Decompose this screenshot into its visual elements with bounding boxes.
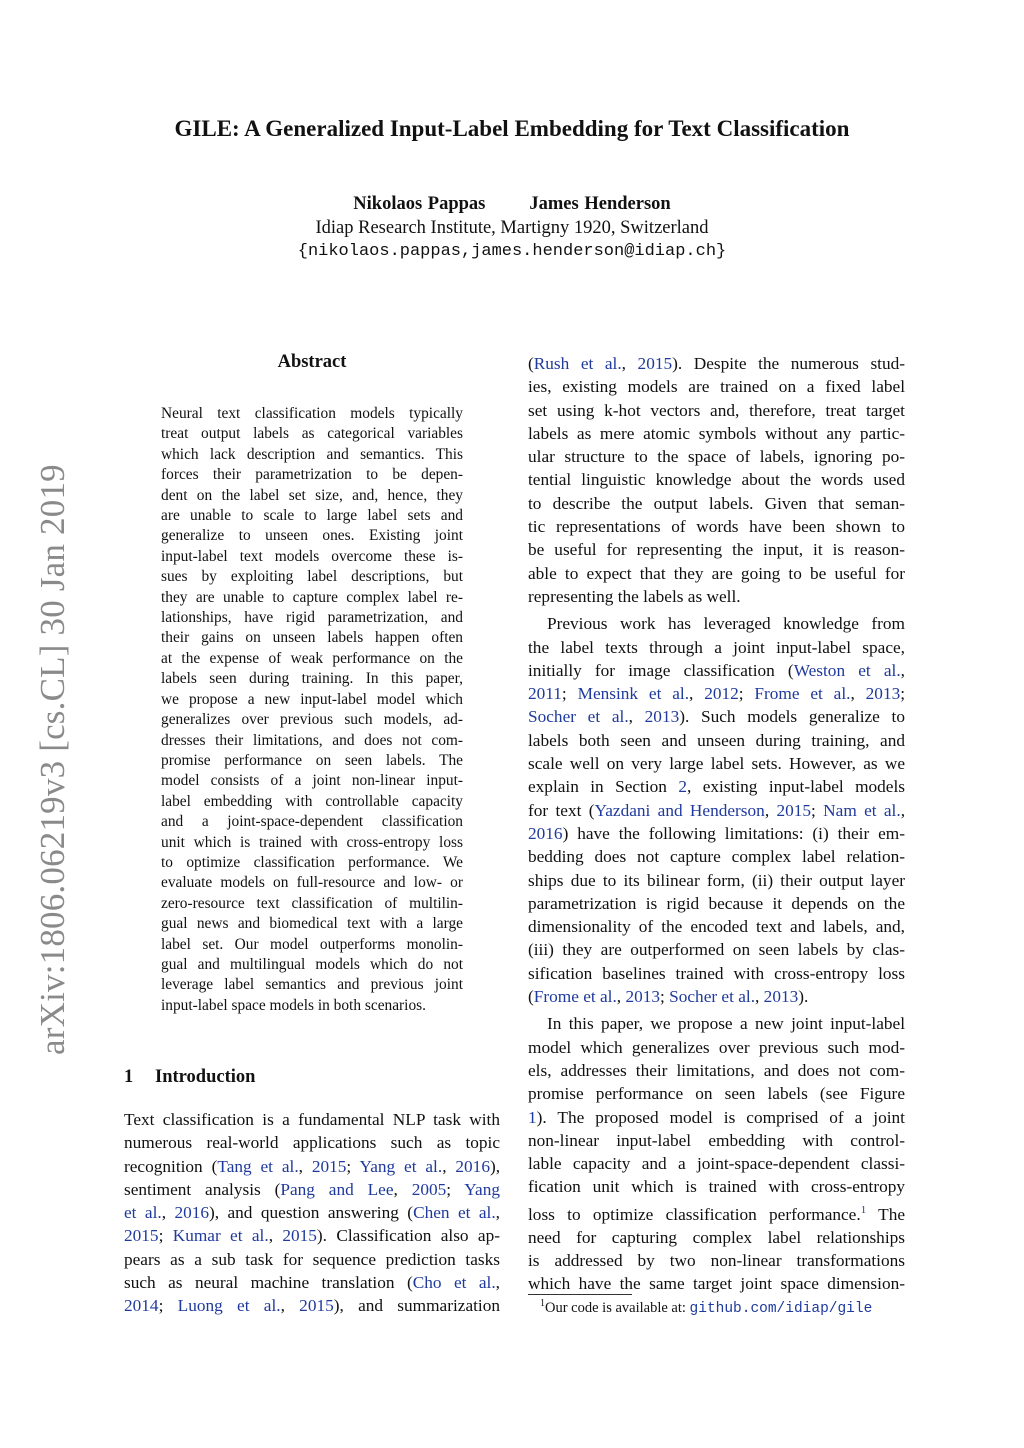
text-run: the label texts through a joint input-label space, xyxy=(528,637,905,657)
text-line xyxy=(528,1012,905,1035)
abstract-line: input-label text models overcome these is- xyxy=(161,547,463,565)
citation-link[interactable]: 2015 xyxy=(776,800,812,820)
footnote-ref[interactable]: 1 xyxy=(860,1203,867,1216)
text-line xyxy=(528,636,905,659)
text-line xyxy=(124,1108,500,1131)
text-run: ; xyxy=(660,987,670,1007)
paragraph xyxy=(528,352,905,608)
text-line xyxy=(528,869,905,892)
abstract-line: promise performance on seen labels. The xyxy=(161,751,463,769)
text-run: promise performance on seen labels (see Figure xyxy=(528,1084,905,1104)
text-line xyxy=(528,1272,905,1295)
abstract-line: we propose a new input-label model which xyxy=(161,690,463,708)
abstract-line: they are unable to capture complex label re- xyxy=(161,588,463,606)
text-run: (iii) they are outperformed on seen labels by clas- xyxy=(528,940,905,960)
citation-link[interactable]: 2016 xyxy=(174,1203,209,1223)
abstract-line: labels seen during training. In this paper, xyxy=(161,670,463,688)
text-run: , xyxy=(268,1226,283,1246)
text-run: be useful for representing the input, it is reason- xyxy=(528,540,905,560)
right-column xyxy=(528,352,905,1296)
text-run: ). xyxy=(798,987,809,1007)
text-run: , xyxy=(689,684,705,704)
citation-link[interactable]: 2015 xyxy=(299,1296,334,1316)
footnote-text: Our code is available at: xyxy=(545,1299,690,1316)
text-line xyxy=(528,985,905,1008)
citation-link[interactable]: 2013 xyxy=(865,684,901,704)
text-run: ( xyxy=(528,987,534,1007)
abstract-line: evaluate models on full-resource and low- or xyxy=(161,874,463,892)
abstract-line: generalizes over previous such models, ad- xyxy=(161,711,463,729)
text-run: representing the labels as well. xyxy=(528,586,741,606)
text-line xyxy=(528,612,905,635)
text-run: , xyxy=(393,1179,412,1199)
text-line xyxy=(528,682,905,705)
text-line xyxy=(528,1082,905,1105)
citation-link[interactable]: Yang xyxy=(464,1179,500,1199)
citation-link[interactable]: Mensink et al. xyxy=(577,684,690,704)
text-line xyxy=(124,1248,500,1271)
abstract-body xyxy=(161,404,463,1016)
author-name: James Henderson xyxy=(529,194,671,214)
text-run: fication unit which is trained with cross-entropy xyxy=(528,1177,905,1197)
abstract-line: gual and multilingual models which do not xyxy=(161,955,463,973)
abstract-line: dresses their limitations, and does not com- xyxy=(161,731,463,749)
citation-link[interactable]: Pang and Lee xyxy=(280,1179,394,1199)
intro-left-column xyxy=(124,1108,500,1318)
abstract-line: forces their parametrization to be depen- xyxy=(161,466,463,484)
citation-link[interactable]: Frome et al. xyxy=(533,987,617,1007)
citation-link[interactable]: 2016 xyxy=(455,1156,490,1176)
text-line xyxy=(528,705,905,728)
text-run: ; xyxy=(738,684,755,704)
text-run: ; xyxy=(811,800,824,820)
text-run: labels both seen and unseen during training, and xyxy=(528,730,905,750)
text-line xyxy=(528,445,905,468)
citation-link[interactable]: 2015 xyxy=(124,1226,159,1246)
citation-link[interactable]: 2015 xyxy=(311,1156,347,1176)
abstract-line: treat output labels as categorical variables xyxy=(161,425,463,443)
paragraph xyxy=(528,1012,905,1295)
text-run: , xyxy=(764,800,777,820)
citation-link[interactable]: 2016 xyxy=(528,823,563,843)
text-line xyxy=(124,1294,500,1317)
abstract-line: which lack description and semantics. This xyxy=(161,445,463,463)
text-run: ies, existing models are trained on a fixed label xyxy=(528,377,905,397)
text-run: Previous work has leveraged knowledge from xyxy=(547,614,905,634)
text-run: , xyxy=(900,660,905,680)
text-run: dimensionality of the encoded text and labels, and, xyxy=(528,917,905,937)
text-run: sification baselines trained with cross-entropy loss xyxy=(528,963,905,983)
author-name: Nikolaos Pappas xyxy=(353,194,486,214)
footnote-mark: 1 xyxy=(540,1298,545,1309)
text-run: ), xyxy=(489,1156,501,1176)
abstract-line: are unable to scale to large label sets and xyxy=(161,507,463,525)
text-line xyxy=(528,822,905,845)
abstract-line: zero-resource text classification of multilin- xyxy=(161,894,463,912)
citation-link[interactable]: Chen et al. xyxy=(413,1203,496,1223)
text-line xyxy=(528,1226,905,1249)
text-run: model which generalizes over previous such mod- xyxy=(528,1037,905,1057)
text-run: ular structure to the space of labels, ignoring po- xyxy=(528,447,905,467)
citation-link[interactable]: 2013 xyxy=(644,707,680,727)
citation-link[interactable]: 2011 xyxy=(528,684,562,704)
text-run: , existing input-label models xyxy=(686,777,905,797)
text-line xyxy=(528,399,905,422)
text-run: In this paper, we propose a new joint input-label xyxy=(547,1014,905,1034)
citation-link[interactable]: Luong et al. xyxy=(177,1296,281,1316)
text-run: , xyxy=(298,1156,312,1176)
author-email: {nikolaos.pappas,james.henderson@idiap.ch} xyxy=(297,242,727,261)
text-run: ). The proposed model is comprised of a joint xyxy=(536,1107,905,1127)
abstract-line: model consists of a joint non-linear input- xyxy=(161,772,463,790)
text-run: loss to optimize classification performance. xyxy=(528,1204,861,1224)
text-line xyxy=(528,845,905,868)
citation-link[interactable]: Socher et al. xyxy=(528,707,629,727)
citation-link[interactable]: 2015 xyxy=(637,354,673,373)
text-line xyxy=(528,775,905,798)
text-line xyxy=(124,1155,500,1178)
text-run: ), and question answering ( xyxy=(209,1203,414,1223)
text-line xyxy=(528,492,905,515)
text-line xyxy=(528,752,905,775)
text-line xyxy=(124,1178,500,1201)
text-run: , xyxy=(280,1296,300,1316)
citation-link[interactable]: 1 xyxy=(528,1107,537,1127)
affiliation: Idiap Research Institute, Martigny 1920, Switzerland xyxy=(315,218,709,238)
text-line xyxy=(528,1129,905,1152)
text-run: ) have the following limitations: (i) their em- xyxy=(562,823,905,843)
text-line xyxy=(528,1106,905,1129)
text-run: ). Such models generalize to xyxy=(679,707,905,727)
text-line xyxy=(124,1271,500,1294)
text-run: lable capacity and a joint-space-dependent classi- xyxy=(528,1154,905,1174)
text-line xyxy=(528,1036,905,1059)
abstract-line: to optimize classification performance. We xyxy=(161,853,463,871)
text-line xyxy=(528,352,905,375)
text-run: tential linguistic knowledge about the words used xyxy=(528,470,905,490)
text-run: for text ( xyxy=(528,800,595,820)
text-line xyxy=(528,538,905,561)
citation-link[interactable]: Yang et al. xyxy=(359,1156,443,1176)
footnote xyxy=(540,1298,872,1317)
author-list xyxy=(0,194,1024,215)
citation-link[interactable]: Cho et al. xyxy=(412,1273,496,1293)
text-run: non-linear input-label embedding with control- xyxy=(528,1130,905,1150)
text-line xyxy=(528,659,905,682)
text-run: recognition ( xyxy=(124,1156,218,1176)
abstract-line: generalize to unseen ones. Existing joint xyxy=(161,527,463,545)
citation-link[interactable]: Nam et al. xyxy=(823,800,901,820)
citation-link[interactable]: Weston et al. xyxy=(793,660,901,680)
text-line xyxy=(528,1059,905,1082)
abstract-line: gual news and biomedical text with a large xyxy=(161,915,463,933)
text-line xyxy=(528,892,905,915)
text-run: , xyxy=(161,1203,175,1223)
text-run: initially for image classification ( xyxy=(528,660,794,680)
text-run: which have the same target joint space dimension- xyxy=(528,1274,905,1294)
text-line xyxy=(528,585,905,608)
citation-link[interactable]: 2 xyxy=(678,777,687,797)
text-run: to describe the output labels. Given that seman- xyxy=(528,493,905,513)
text-line xyxy=(528,562,905,585)
text-line xyxy=(124,1201,500,1224)
text-run: ( xyxy=(528,354,534,373)
abstract-line: dent on the label set size, and, hence, they xyxy=(161,486,463,504)
text-line xyxy=(528,515,905,538)
text-run: scale well on very large label sets. However, as we xyxy=(528,754,905,774)
abstract-line: lationships, have rigid parametrization, and xyxy=(161,609,463,627)
text-run: ; xyxy=(346,1156,360,1176)
text-line xyxy=(528,799,905,822)
abstract-line: their gains on unseen labels happen often xyxy=(161,629,463,647)
text-line xyxy=(124,1131,500,1154)
text-run: ; xyxy=(561,684,578,704)
text-run: The xyxy=(866,1204,906,1224)
citation-link[interactable]: 2014 xyxy=(124,1296,159,1316)
text-run: ; xyxy=(158,1296,178,1316)
text-run: is addressed by two non-linear transformations xyxy=(528,1251,905,1271)
text-run: , xyxy=(755,987,764,1007)
paragraph xyxy=(528,612,905,1008)
text-run: parametrization is rigid because it depends on the xyxy=(528,893,905,913)
text-run: need for capturing complex label relationships xyxy=(528,1227,905,1247)
footnote-rule xyxy=(528,1294,632,1295)
text-run: Text classification is a fundamental NLP task with xyxy=(124,1110,500,1129)
text-line xyxy=(528,468,905,491)
text-run: labels as mere atomic symbols without any partic- xyxy=(528,423,905,443)
citation-link[interactable]: Yazdani and Henderson xyxy=(594,800,765,820)
text-run: sentiment analysis ( xyxy=(124,1179,281,1199)
section-heading xyxy=(124,1067,255,1088)
text-run: , xyxy=(616,987,626,1007)
text-run: ; xyxy=(900,684,906,704)
text-run: tic representations of words have been shown to xyxy=(528,517,905,537)
text-run: , xyxy=(495,1203,500,1223)
text-run: , xyxy=(900,800,906,820)
abstract-line: sues by exploiting label descriptions, but xyxy=(161,568,463,586)
footnote-link[interactable]: github.com/idiap/gile xyxy=(689,1300,873,1317)
citation-link[interactable]: 2013 xyxy=(763,987,799,1007)
citation-link[interactable]: 2015 xyxy=(282,1226,317,1246)
text-line xyxy=(528,375,905,398)
section-number: 1 xyxy=(124,1067,134,1087)
text-line xyxy=(528,915,905,938)
text-run: such as neural machine translation ( xyxy=(124,1273,413,1293)
citation-link[interactable]: Kumar et al. xyxy=(172,1226,269,1246)
text-line xyxy=(528,1249,905,1272)
citation-link[interactable]: Rush et al. xyxy=(533,354,622,373)
text-run: pears as a sub task for sequence prediction tasks xyxy=(124,1249,500,1269)
text-run: ; xyxy=(446,1179,465,1199)
text-run: ). Despite the numerous stud- xyxy=(672,354,906,373)
citation-link[interactable]: Socher et al. xyxy=(669,987,756,1007)
text-run: set using k-hot vectors and, therefore, treat target xyxy=(528,400,905,420)
text-line xyxy=(124,1224,500,1247)
citation-link[interactable]: et al. xyxy=(124,1203,162,1223)
abstract-line: label set. Our model outperforms monolin- xyxy=(161,935,463,953)
section-title: Introduction xyxy=(155,1067,256,1087)
text-line xyxy=(528,938,905,961)
citation-link[interactable]: 2012 xyxy=(704,684,739,704)
text-line xyxy=(528,1175,905,1198)
text-run: able to expect that they are going to be useful for xyxy=(528,563,905,583)
arxiv-stamp: arXiv:1806.06219v3 [cs.CL] 30 Jan 2019 xyxy=(33,464,72,1055)
text-run: , xyxy=(495,1273,500,1293)
text-run: , xyxy=(850,684,866,704)
citation-link[interactable]: 2005 xyxy=(411,1179,447,1199)
text-run: ). Classification also ap- xyxy=(316,1226,500,1246)
abstract-heading: Abstract xyxy=(277,352,347,372)
text-run: explain in Section xyxy=(528,777,679,797)
abstract-line: input-label space models in both scenarios. xyxy=(161,996,426,1014)
text-line xyxy=(528,1152,905,1175)
text-run: numerous real-world applications such as topic xyxy=(124,1133,500,1153)
text-run: , xyxy=(621,354,638,373)
abstract-line: Neural text classification models typically xyxy=(161,405,463,422)
text-line xyxy=(528,1199,905,1226)
paper-title: GILE: A Generalized Input-Label Embedding for Text Classification xyxy=(174,116,850,141)
text-run: , xyxy=(628,707,645,727)
abstract-line: unit which is trained with cross-entropy loss xyxy=(161,833,463,851)
citation-link[interactable]: 2013 xyxy=(625,987,660,1007)
abstract-line: leverage label semantics and previous joint xyxy=(161,976,463,994)
citation-link[interactable]: Frome et al. xyxy=(754,684,851,704)
citation-link[interactable]: Tang et al. xyxy=(217,1156,299,1176)
text-line xyxy=(528,962,905,985)
text-run: ), and summarization xyxy=(333,1296,501,1316)
text-run: els, addresses their limitations, and does not com- xyxy=(528,1060,905,1080)
text-run: , xyxy=(442,1156,456,1176)
abstract-line: label embedding with controllable capacity xyxy=(161,792,463,810)
abstract-line: at the expense of weak performance on the xyxy=(161,649,463,667)
text-run: ships due to its bilinear form, (ii) their output layer xyxy=(528,870,905,890)
text-line xyxy=(528,729,905,752)
text-run: bedding does not capture complex label relation- xyxy=(528,847,905,867)
abstract-line: and a joint-space-dependent classification xyxy=(161,813,463,831)
text-run: ; xyxy=(158,1226,173,1246)
text-line xyxy=(528,422,905,445)
